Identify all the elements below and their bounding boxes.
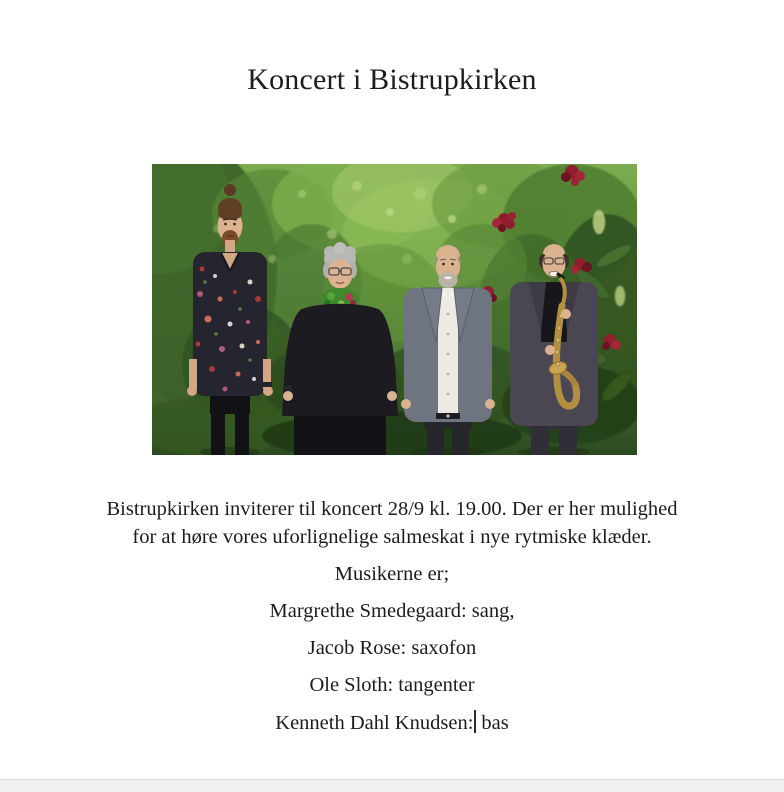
band-photo[interactable] (152, 164, 637, 455)
musician-line-bass-editing[interactable] (0, 710, 784, 735)
paragraph-line-2[interactable]: for at høre vores uforlignelige salmeskat i nye rytmiske klæder. (132, 526, 652, 548)
editing-text-before-caret: Kenneth Dahl Knudsen: (275, 712, 474, 734)
musicians-intro[interactable]: Musikerne er; (334, 563, 450, 585)
musician-line-saxophone[interactable]: Jacob Rose: saxofon (307, 637, 477, 659)
text-caret (474, 710, 476, 733)
musician-line-keys[interactable]: Ole Sloth: tangenter (309, 674, 475, 696)
editing-text-after-caret: bas (481, 712, 509, 734)
status-bar (0, 779, 784, 792)
paragraph-line-1[interactable]: Bistrupkirken inviterer til koncert 28/9 kl. 19.00. Der er her mulighed (106, 498, 678, 520)
document-title[interactable]: Koncert i Bistrupkirken (247, 63, 537, 96)
band-photo-illustration (152, 164, 637, 455)
musician-line-vocals[interactable]: Margrethe Smedegaard: sang, (269, 600, 515, 622)
